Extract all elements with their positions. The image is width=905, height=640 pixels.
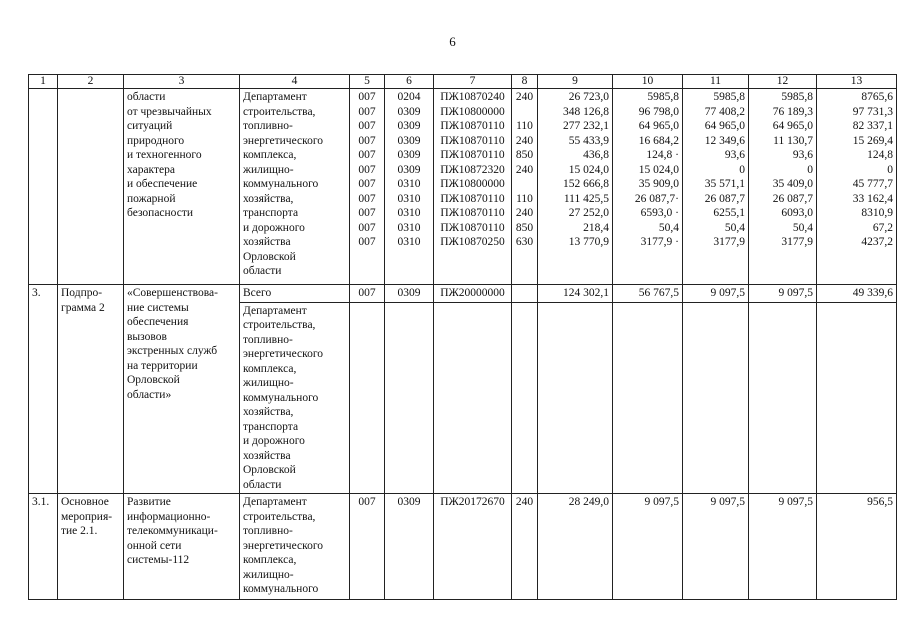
page-number: 6	[449, 34, 456, 49]
row-number-cell: 3.	[29, 285, 58, 494]
code-cell: ПЖ10870240 ПЖ10800000 ПЖ10870110 ПЖ10870110 ПЖ10870110 ПЖ10872320 ПЖ10800000 ПЖ10870110 ПЖ10870110 ПЖ10870110 ПЖ10870250	[434, 89, 512, 285]
program-name-cell: области от чрезвычайных ситуаций природного и техногенного характера и обеспечение пожарной безопасности	[124, 89, 240, 285]
empty-cell	[434, 302, 512, 494]
amount-cell: 56 767,5	[613, 285, 683, 303]
status-cell	[58, 89, 124, 285]
code-cell: ПЖ20172670	[434, 494, 512, 600]
header-cell: 10	[613, 75, 683, 89]
amount-cell: 5985,8 76 189,3 64 965,0 11 130,7 93,6 0 35 409,0 26 087,7 6093,0 50,4 3177,9	[749, 89, 817, 285]
empty-cell	[613, 302, 683, 494]
header-cell: 5	[350, 75, 385, 89]
amount-cell: 9 097,5	[749, 494, 817, 600]
amount-cell: 9 097,5	[683, 494, 749, 600]
amount-cell: 5985,8 96 798,0 64 965,0 16 684,2 124,8 · 15 024,0 35 909,0 26 087,7· 6593,0 · 50,4 3177,9 ·	[613, 89, 683, 285]
code-cell: 240 110 240 850 240 110 240 850 630	[512, 89, 538, 285]
program-name-cell: Развитие информационно- телекоммуникаци- онной сети системы-112	[124, 494, 240, 600]
header-cell: 2	[58, 75, 124, 89]
executor-cell: Департамент строительства, топливно- энергетического комплекса, жилищно- коммунального	[240, 494, 350, 600]
table-row	[29, 285, 897, 303]
amount-cell: 9 097,5	[683, 285, 749, 303]
status-cell: Подпро- грамма 2	[58, 285, 124, 494]
code-cell: 007	[350, 285, 385, 303]
code-cell: 007	[350, 494, 385, 600]
header-cell: 4	[240, 75, 350, 89]
executor-cell: Департамент строительства, топливно- энергетического комплекса, жилищно- коммунального хозяйства, транспорта и дорожного хозяйства Орловской области	[240, 89, 350, 285]
code-cell: 0309	[385, 285, 434, 303]
total-label-cell: Всего	[240, 285, 350, 303]
header-row	[29, 75, 897, 89]
header-cell: 8	[512, 75, 538, 89]
empty-cell	[538, 302, 613, 494]
header-cell: 3	[124, 75, 240, 89]
amount-cell: 9 097,5	[613, 494, 683, 600]
table-row	[29, 89, 897, 285]
amount-cell: 49 339,6	[817, 285, 897, 303]
header-cell: 7	[434, 75, 512, 89]
code-cell: 0204 0309 0309 0309 0309 0309 0310 0310 0310 0310 0310	[385, 89, 434, 285]
empty-cell	[817, 302, 897, 494]
amount-cell: 8765,6 97 731,3 82 337,1 15 269,4 124,8 0 45 777,7 33 162,4 8310,9 67,2 4237,2	[817, 89, 897, 285]
row-number-cell: 3.1.	[29, 494, 58, 600]
code-cell: 240	[512, 494, 538, 600]
empty-cell	[512, 302, 538, 494]
amount-cell: 28 249,0	[538, 494, 613, 600]
program-name-cell: «Совершенствова- ние системы обеспечения вызовов экстренных служб на территории Орловской области»	[124, 285, 240, 494]
amount-cell: 5985,8 77 408,2 64 965,0 12 349,6 93,6 0 35 571,1 26 087,7 6255,1 50,4 3177,9	[683, 89, 749, 285]
amount-cell: 124 302,1	[538, 285, 613, 303]
empty-cell	[683, 302, 749, 494]
header-cell: 6	[385, 75, 434, 89]
header-cell: 11	[683, 75, 749, 89]
status-cell: Основное мероприя- тие 2.1.	[58, 494, 124, 600]
code-cell	[512, 285, 538, 303]
executor-cell: Департамент строительства, топливно- энергетического комплекса, жилищно- коммунального хозяйства, транспорта и дорожного хозяйства Орловской области	[240, 302, 350, 494]
code-cell: ПЖ20000000	[434, 285, 512, 303]
budget-table	[28, 74, 897, 600]
header-cell: 1	[29, 75, 58, 89]
empty-cell	[350, 302, 385, 494]
amount-cell: 26 723,0 348 126,8 277 232,1 55 433,9 436,8 15 024,0 152 666,8 111 425,5 27 252,0 218,4 13 770,9	[538, 89, 613, 285]
code-cell: 0309	[385, 494, 434, 600]
header-cell: 13	[817, 75, 897, 89]
row-number-cell	[29, 89, 58, 285]
amount-cell: 9 097,5	[749, 285, 817, 303]
empty-cell	[749, 302, 817, 494]
code-cell: 007 007 007 007 007 007 007 007 007 007 007	[350, 89, 385, 285]
table-row	[29, 494, 897, 600]
header-cell: 12	[749, 75, 817, 89]
empty-cell	[385, 302, 434, 494]
header-cell: 9	[538, 75, 613, 89]
amount-cell: 956,5	[817, 494, 897, 600]
